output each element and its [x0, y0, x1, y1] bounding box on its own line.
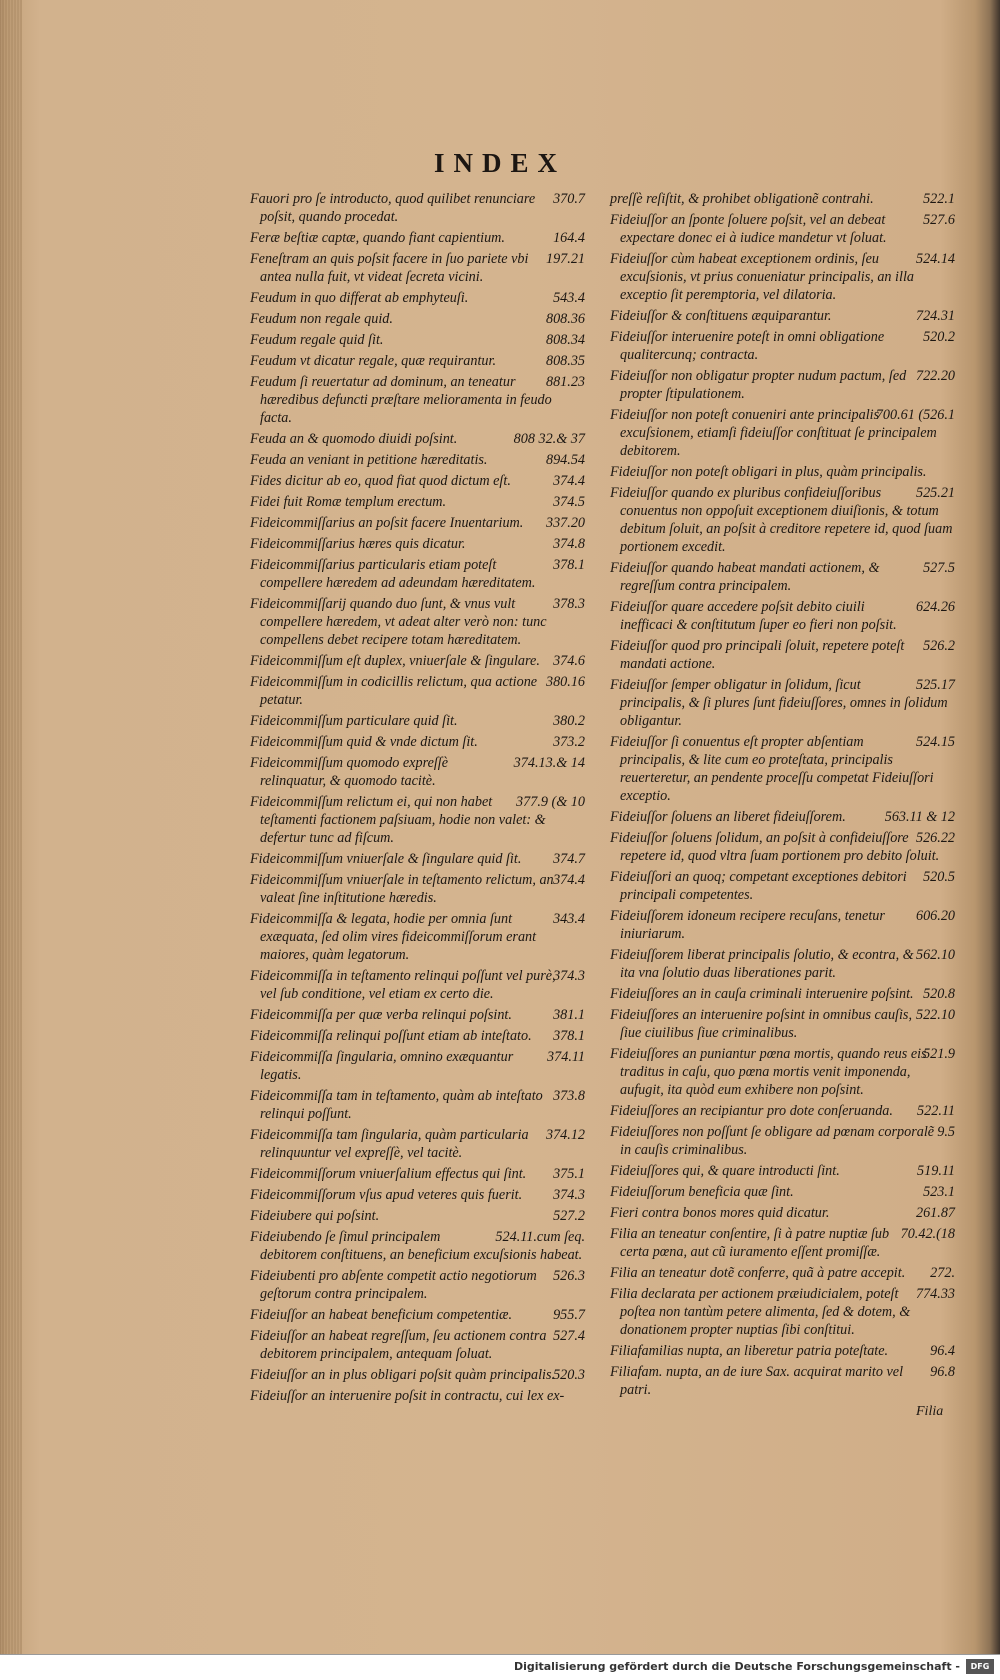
- page-reference: 343.4: [553, 911, 585, 927]
- index-entry: [610, 637, 955, 673]
- footer-credit: Digitalisierung gefördert durch die Deutsche Forschungsgemeinschaft -: [513, 1660, 960, 1673]
- entry-text: Fideiuſſor quod pro principali ſoluit, repetere poteſt mandati actione.: [610, 638, 905, 672]
- page-reference: 197.21: [545, 251, 585, 267]
- index-entry: [250, 595, 585, 649]
- index-entry: [610, 1204, 955, 1222]
- entry-text: Fideiuſſor cùm habeat exceptionem ordinis, ſeu excuſsionis, vt prius conueniatur principalis, an illa exceptio ſit peremptoria, vel dilatoria.: [610, 251, 914, 303]
- page-reference: 380.2: [553, 713, 585, 729]
- entry-text: Fideiuſſor ſi conuentus eſt propter abſentiam principalis, & lite cum eo proteſtata, principalis reuerteretur, an pendente proceſſu competat Fideiuſſori exceptio.: [610, 734, 934, 804]
- page-reference: 724.31: [915, 308, 955, 324]
- index-entry: [250, 190, 585, 226]
- page-reference: 373.2: [553, 734, 585, 750]
- entry-text: Feuda an veniant in petitione hæreditatis.: [250, 452, 488, 468]
- page-title: INDEX: [433, 148, 566, 178]
- entry-text: Filia declarata per actionem præiudicialem, poteſt poſtea non tantùm petere alimenta, ſed & dotem, & donationem propter nuptias ſibi conſtitui.: [610, 1286, 911, 1338]
- index-entry: [610, 1363, 955, 1399]
- entry-text: Fideicommiſſarius hæres quis dicatur.: [250, 536, 466, 552]
- page-reference: 527.2: [553, 1208, 585, 1224]
- entry-text: Feudum in quo differat ab emphyteuſi.: [250, 290, 469, 306]
- entry-text: Fideicommiſſum eſt duplex, vniuerſale & ſingulare.: [250, 653, 540, 669]
- page-reference: 373.8: [553, 1088, 585, 1104]
- entry-text: Fideicommiſſa tam in teſtamento, quàm ab inteſtato relinqui poſſunt.: [250, 1088, 543, 1122]
- entry-text: Fideiuſſores an in cauſa criminali interuenire poſsint.: [610, 986, 914, 1002]
- index-entry: [250, 733, 585, 751]
- index-entry: [250, 1048, 585, 1084]
- index-entry: [250, 1366, 585, 1384]
- page-reference: 374.3: [553, 1187, 585, 1203]
- page-reference: 543.4: [553, 290, 585, 306]
- index-entry: [250, 1186, 585, 1204]
- index-entry: [610, 1225, 955, 1261]
- entry-text: Fideiuſſores an recipiantur pro dote conſeruanda.: [610, 1103, 893, 1119]
- index-entry: [610, 367, 955, 403]
- index-entry: [610, 1102, 955, 1120]
- entry-text: Filiafam. nupta, an de iure Sax. acquirat marito vel patri.: [610, 1364, 904, 1398]
- index-entry: [250, 967, 585, 1003]
- entry-text: Filia an teneatur conſentire, ſi à patre nuptiæ ſub certa pœna, aut cũ iuramento eſſent promiſſæ.: [610, 1226, 890, 1260]
- entry-text: Filiafamilias nupta, an liberetur patria poteſtate.: [610, 1343, 889, 1359]
- entry-text: Feudum ſi reuertatur ad dominum, an teneatur hæredibus defuncti præſtare melioramenta in feudo facta.: [250, 374, 552, 426]
- index-entry: [250, 1267, 585, 1303]
- index-entry: [610, 985, 955, 1003]
- page-reference: 370.7: [553, 191, 585, 207]
- index-entry: [610, 676, 955, 730]
- index-entry: [610, 1285, 955, 1339]
- index-entry: [610, 190, 955, 208]
- entry-text: Fideiuſſorem liberat principalis ſolutio, & econtra, & ita vna ſolutio duas liberationes parit.: [610, 947, 914, 981]
- page-reference: 377.9 (& 10: [516, 794, 585, 810]
- index-entry: [250, 1387, 585, 1405]
- entry-text: Fideicommiſſa per quæ verba relinqui poſsint.: [250, 1007, 512, 1023]
- page-reference: 808.35: [545, 353, 585, 369]
- entry-text: Fideiuſſores qui, & quare introducti ſint.: [610, 1163, 840, 1179]
- index-entry: [610, 211, 955, 247]
- entry-text: Fideiuſſores non poſſunt ſe obligare ad pœnam corporalẽ in cauſis criminalibus.: [610, 1124, 935, 1158]
- index-entry: [250, 1126, 585, 1162]
- index-entry: [250, 493, 585, 511]
- entry-text: Fideicommiſſa in teſtamento relinqui poſſunt vel purè, vel ſub conditione, vel etiam ex certo die.: [250, 968, 556, 1002]
- index-entry: [250, 373, 585, 427]
- entry-text: Fideiubendo ſe ſimul principalem debitorem conſtituens, an beneficium excuſsionis habeat.: [250, 1229, 583, 1263]
- page-reference: 337.20: [545, 515, 585, 531]
- page-reference: 375.1: [553, 1166, 585, 1182]
- entry-text: Fideiuſſor non poteſt obligari in plus, quàm principalis.: [610, 464, 927, 480]
- page-reference: 524.11.cum ſeq.: [495, 1229, 585, 1245]
- page-reference: 808.34: [545, 332, 585, 348]
- page-reference: 272.: [930, 1265, 955, 1281]
- page-reference: 524.14: [915, 251, 955, 267]
- entry-text: Fideicommiſſorum vſus apud veteres quis fuerit.: [250, 1187, 523, 1203]
- index-entry: [250, 850, 585, 868]
- index-entry: [610, 484, 955, 556]
- page-reference: 374.8: [553, 536, 585, 552]
- index-entry: [610, 829, 955, 865]
- index-entry: [610, 946, 955, 982]
- page-reference: 522.1: [923, 191, 955, 207]
- page-reference: 562.10: [915, 947, 955, 963]
- page-reference: 525.17: [915, 677, 955, 693]
- entry-text: Fideiuſſor ſoluens an liberet fideiuſſorem.: [610, 809, 846, 825]
- dfg-logo: DFG: [966, 1659, 994, 1674]
- index-entry: [250, 1327, 585, 1363]
- index-entry: [250, 1228, 585, 1264]
- page-reference: 955.7: [553, 1307, 585, 1323]
- page-reference: 525.21: [915, 485, 955, 501]
- entry-text: Fideicommiſſa relinqui poſſunt etiam ab inteſtato.: [250, 1028, 532, 1044]
- entry-text: Fideicommiſſarius an poſsit facere Inuentarium.: [250, 515, 524, 531]
- entry-text: Fideiuſſor quando habeat mandati actionem, & regreſſum contra principalem.: [610, 560, 880, 594]
- index-entry: [610, 250, 955, 304]
- index-entry: [250, 673, 585, 709]
- index-column-right: [610, 190, 955, 1402]
- entry-text: Feudum non regale quid.: [250, 311, 393, 327]
- index-entry: [250, 1306, 585, 1324]
- index-entry: [610, 733, 955, 805]
- entry-text: Fideicommiſſum quid & vnde dictum ſit.: [250, 734, 478, 750]
- index-entry: [610, 907, 955, 943]
- index-entry: [610, 559, 955, 595]
- page-reference: 522.10: [915, 1007, 955, 1023]
- entry-text: Fides dicitur ab eo, quod fiat quod dictum eſt.: [250, 473, 511, 489]
- page-reference: 374.6: [553, 653, 585, 669]
- index-entry: [250, 352, 585, 370]
- entry-text: preſſè reſiſtit, & prohibet obligationẽ contrahi.: [610, 191, 874, 207]
- page-reference: 381.1: [553, 1007, 585, 1023]
- entry-text: Fideiubenti pro abſente competit actio negotiorum geſtorum contra principalem.: [250, 1268, 537, 1302]
- page-reference: 774.33: [915, 1286, 955, 1302]
- page-reference: 70.42.(18: [900, 1226, 955, 1242]
- entry-text: Fideicommiſſarij quando duo ſunt, & vnus vult compellere hæredem, vt adeat alter verò non: tunc compellens debet recipere totam hæreditatem.: [250, 596, 547, 648]
- page-reference: 527.6: [923, 212, 955, 228]
- entry-text: Fieri contra bonos mores quid dicatur.: [610, 1205, 830, 1221]
- entry-text: Feudum regale quid ſit.: [250, 332, 384, 348]
- entry-text: Fideiuſſor an interuenire poſsit in contractu, cui lex ex-: [250, 1388, 565, 1404]
- page-reference: 700.61 (526.1: [875, 407, 955, 423]
- entry-text: Fideicommiſſorum vniuerſalium effectus qui ſint.: [250, 1166, 527, 1182]
- page-reference: 624.26: [915, 599, 955, 615]
- page-reference: 374.5: [553, 494, 585, 510]
- entry-text: Fideiuſſor & conſtituens æquiparantur.: [610, 308, 832, 324]
- entry-text: Fideicommiſſum quomodo expreſſè relinquatur, & quomodo tacitè.: [250, 755, 449, 789]
- entry-text: Fideiuſſor an in plus obligari poſsit quàm principalis.: [250, 1367, 556, 1383]
- index-entry: [250, 910, 585, 964]
- index-entry: [250, 1165, 585, 1183]
- index-entry: [250, 1207, 585, 1225]
- entry-text: Filia an teneatur dotẽ conferre, quã à patre accepit.: [610, 1265, 906, 1281]
- index-entry: [250, 793, 585, 847]
- entry-text: Fideicommiſſarius particularis etiam poteſt compellere hæredem ad adeundam hæreditatem.: [250, 557, 536, 591]
- index-entry: [250, 451, 585, 469]
- page-reference: 374.4: [553, 872, 585, 888]
- entry-text: Fideiuſſor interuenire poteſt in omni obligatione qualitercunq; contracta.: [610, 329, 885, 363]
- page-reference: 520.3: [553, 1367, 585, 1383]
- page-reference: 722.20: [915, 368, 955, 384]
- page-reference: 380.16: [545, 674, 585, 690]
- page-reference: 520.5: [923, 869, 955, 885]
- catchword: Filia: [916, 1404, 944, 1419]
- page-reference: 526.2: [923, 638, 955, 654]
- entry-text: Fideiuſſorum beneficia quæ ſint.: [610, 1184, 794, 1200]
- entry-text: Fideicommiſſum in codicillis relictum, qua actione petatur.: [250, 674, 538, 708]
- page-reference: 96.8: [930, 1364, 955, 1380]
- entry-text: Feræ beſtiæ captæ, quando fiant capientium.: [250, 230, 505, 246]
- entry-text: Fideiuſſor quando ex pluribus confideiuſſoribus conuentus non oppoſuit exceptionem diuiſionis, & totum debitum ſoluit, an poſsit à creditore repetere id, quod ſuam portionem excedit.: [610, 485, 953, 555]
- index-entry: [610, 808, 955, 826]
- entry-text: Fideiuſſorem idoneum recipere recuſans, tenetur iniuriarum.: [610, 908, 885, 942]
- page-reference: 374.3: [553, 968, 585, 984]
- page-reference: 881.23: [545, 374, 585, 390]
- page-reference: 378.1: [553, 557, 585, 573]
- entry-text: Fideiuſſor non obligatur propter nudum pactum, ſed propter ſtipulationem.: [610, 368, 907, 402]
- page-reference: 378.1: [553, 1028, 585, 1044]
- page-reference: 526.3: [553, 1268, 585, 1284]
- page-reference: 164.4: [553, 230, 585, 246]
- entry-text: Fideicommiſſum vniuerſale in teſtamento relictum, an valeat ſine inſtitutione hæredis.: [250, 872, 554, 906]
- index-entry: [250, 556, 585, 592]
- index-entry: [250, 754, 585, 790]
- page-reference: 524.15: [915, 734, 955, 750]
- entry-text: Fideiuſſor quare accedere poſsit debito ciuili inefficaci & conſtitutum ſuper eo fieri non poſsit.: [610, 599, 897, 633]
- index-entry: [250, 1027, 585, 1045]
- page-reference: 9.5: [937, 1124, 955, 1140]
- page-reference: 606.20: [915, 908, 955, 924]
- entry-text: Fideiuſſor an ſponte ſoluere poſsit, vel an debeat expectare donec ei à iudice mandetur vt ſoluat.: [610, 212, 887, 246]
- entry-text: Fideicommiſſum vniuerſale & ſingulare quid ſit.: [250, 851, 522, 867]
- page-reference: 527.5: [923, 560, 955, 576]
- index-entry: [250, 712, 585, 730]
- index-entry: [610, 868, 955, 904]
- page-reference: 563.11 & 12: [884, 809, 955, 825]
- index-entry: [250, 310, 585, 328]
- index-entry: [610, 598, 955, 634]
- page-reference: 894.54: [545, 452, 585, 468]
- entry-text: Fideiuſſor non poteſt conueniri ante principalis excuſsionem, etiamſi fideiuſſor conſtituat ſe principalem debitorem.: [610, 407, 937, 459]
- entry-text: Feuda an & quomodo diuidi poſsint.: [250, 431, 458, 447]
- index-entry: [610, 406, 955, 460]
- page-reference: 522.11: [917, 1103, 955, 1119]
- index-entry: [250, 229, 585, 247]
- page-reference: 527.4: [553, 1328, 585, 1344]
- index-entry: [610, 1264, 955, 1282]
- index-entry: [610, 1162, 955, 1180]
- entry-text: Fideiuſſores an puniantur pœna mortis, quando reus eis traditus in caſu, quo pœna mortis venit imponenda, aufugit, ita quòd eum exhibere non poſsint.: [610, 1046, 927, 1098]
- index-entry: [250, 871, 585, 907]
- page-reference: 519.11: [917, 1163, 955, 1179]
- index-entry: [610, 463, 955, 481]
- page-reference: 374.12: [545, 1127, 585, 1143]
- page-reference: 96.4: [930, 1343, 955, 1359]
- entry-text: Fideiuſſor ſoluens ſolidum, an poſsit à confideiuſſore repetere id, quod vltra ſuam portionem pro debito ſoluit.: [610, 830, 940, 864]
- page-reference: 808.36: [545, 311, 585, 327]
- entry-text: Fideiuſſor an habeat regreſſum, ſeu actionem contra debitorem principalem, antequam ſoluat.: [250, 1328, 547, 1362]
- index-entry: [250, 514, 585, 532]
- entry-text: Fideiuſſor an habeat beneficium competentiæ.: [250, 1307, 513, 1323]
- entry-text: Fideiubere qui poſsint.: [250, 1208, 380, 1224]
- page-reference: 374.11: [547, 1049, 585, 1065]
- index-entry: [250, 652, 585, 670]
- entry-text: Fideicommiſſum particulare quid ſit.: [250, 713, 458, 729]
- entry-text: Fideiuſſor ſemper obligatur in ſolidum, ſicut principalis, & ſi plures ſunt fideiuſſores, omnes in ſolidum obligantur.: [610, 677, 948, 729]
- index-entry: [250, 1087, 585, 1123]
- index-entry: [610, 1123, 955, 1159]
- page-reference: 520.8: [923, 986, 955, 1002]
- page-reference: 378.3: [553, 596, 585, 612]
- entry-text: Fideiuſſores an interuenire poſsint in omnibus cauſis, ſiue ciuilibus ſiue criminalibus.: [610, 1007, 912, 1041]
- entry-text: Fideicommiſſa ſingularia, omnino exæquantur legatis.: [250, 1049, 514, 1083]
- entry-text: Fideicommiſſa & legata, hodie per omnia ſunt exæquata, ſed olim vires fideicommiſſorum erant maiores, quàm legatorum.: [250, 911, 537, 963]
- entry-text: Fidei fuit Romæ templum erectum.: [250, 494, 447, 510]
- index-entry: [250, 535, 585, 553]
- index-entry: [250, 250, 585, 286]
- entry-text: Fideiuſſori an quoq; competant exceptiones debitori principali competentes.: [610, 869, 907, 903]
- entry-text: Fideicommiſſum relictum ei, qui non habet teſtamenti factionem paſsiuam, hodie non valet: & defertur tunc ad fiſcum.: [250, 794, 546, 846]
- index-entry: [250, 1006, 585, 1024]
- entry-text: Fideicommiſſa tam ſingularia, quàm particularia relinquuntur vel expreſſè, vel tacitè.: [250, 1127, 529, 1161]
- index-entry: [610, 1006, 955, 1042]
- index-entry: [250, 430, 585, 448]
- index-entry: [250, 289, 585, 307]
- entry-text: Feneſtram an quis poſsit facere in ſuo pariete vbi antea nulla fuit, vt videat ſecreta vicini.: [250, 251, 529, 285]
- page-reference: 374.7: [553, 851, 585, 867]
- page-reference: 523.1: [923, 1184, 955, 1200]
- page-reference: 374.13.& 14: [513, 755, 585, 771]
- index-entry: [250, 331, 585, 349]
- page-reference: 808 32.& 37: [513, 431, 585, 447]
- index-entry: [610, 1183, 955, 1201]
- index-entry: [610, 1045, 955, 1099]
- page-edge: [0, 0, 22, 1654]
- index-entry: [610, 1342, 955, 1360]
- page-reference: 526.22: [915, 830, 955, 846]
- index-entry: [610, 307, 955, 325]
- page-reference: 374.4: [553, 473, 585, 489]
- entry-text: Fauori pro ſe introducto, quod quilibet renunciare poſsit, quando procedat.: [250, 191, 536, 225]
- index-entry: [250, 472, 585, 490]
- footer-bar: [0, 1654, 1000, 1680]
- page-reference: 261.87: [915, 1205, 955, 1221]
- entry-text: Feudum vt dicatur regale, quæ requirantur.: [250, 353, 497, 369]
- index-column-left: [250, 190, 585, 1408]
- page-reference: 521.9: [923, 1046, 955, 1062]
- page-reference: 520.2: [923, 329, 955, 345]
- index-entry: [610, 328, 955, 364]
